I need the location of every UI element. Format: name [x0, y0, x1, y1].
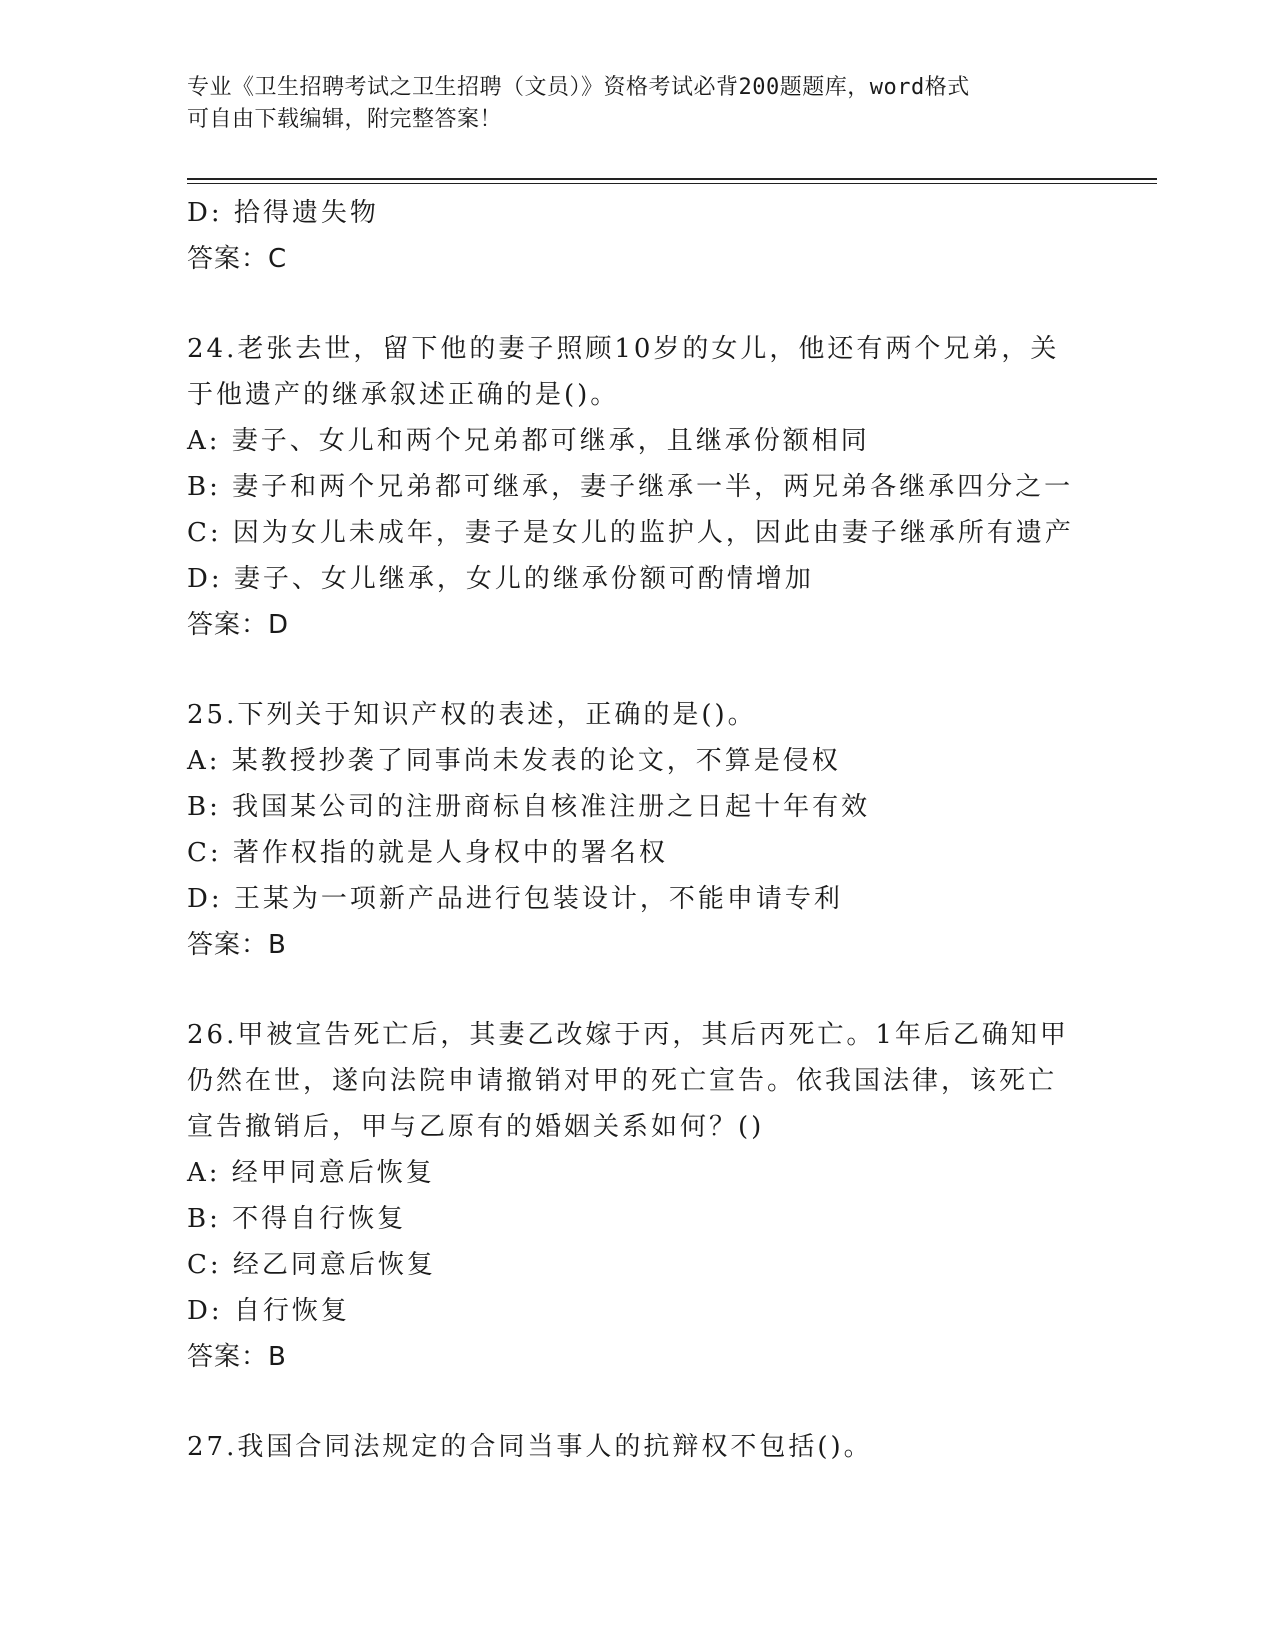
- q24-option-d: D: 妻子、女儿继承，女儿的继承份额可酌情增加: [187, 564, 814, 594]
- q25-option-b: B: 我国某公司的注册商标自核准注册之日起十年有效: [187, 792, 871, 822]
- q24-answer: 答案：D: [187, 610, 290, 640]
- q26-answer: 答案：B: [187, 1342, 287, 1372]
- header-divider-thin: [187, 183, 1157, 184]
- question-content: [187, 190, 1157, 1470]
- q27-text-line-1: 27.我国合同法规定的合同当事人的抗辩权不包括()。: [187, 1432, 873, 1462]
- q24-text-line-1: 24.老张去世，留下他的妻子照顾10岁的女儿，他还有两个兄弟，关: [187, 334, 1060, 364]
- q26-text-line-2: 仍然在世，遂向法院申请撤销对甲的死亡宣告。依我国法律，该死亡: [187, 1066, 1058, 1096]
- q25-option-d: D: 王某为一项新产品进行包装设计，不能申请专利: [187, 884, 843, 914]
- q26-option-d: D: 自行恢复: [187, 1296, 350, 1326]
- q24-option-b: B: 妻子和两个兄弟都可继承，妻子继承一半，两兄弟各继承四分之一: [187, 472, 1074, 502]
- q26-text-line-1: 26.甲被宣告死亡后，其妻乙改嫁于丙，其后丙死亡。1年后乙确知甲: [187, 1020, 1069, 1050]
- document-page: [187, 0, 1157, 1650]
- prev-answer: 答案：C: [187, 244, 288, 274]
- q24-option-a: A: 妻子、女儿和两个兄弟都可继承，且继承份额相同: [187, 426, 870, 456]
- q25-answer: 答案：B: [187, 930, 287, 960]
- header-divider-thick: [187, 178, 1157, 180]
- q26-option-c: C: 经乙同意后恢复: [187, 1250, 436, 1280]
- q26-option-a: A: 经甲同意后恢复: [187, 1158, 435, 1188]
- q24-text-line-2: 于他遗产的继承叙述正确的是()。: [187, 380, 620, 410]
- q26-option-b: B: 不得自行恢复: [187, 1204, 407, 1234]
- q25-text-line-1: 25.下列关于知识产权的表述，正确的是()。: [187, 700, 757, 730]
- q26-text-line-3: 宣告撤销后，甲与乙原有的婚姻关系如何？(): [187, 1112, 765, 1142]
- q24-option-c: C: 因为女儿未成年，妻子是女儿的监护人，因此由妻子继承所有遗产: [187, 518, 1074, 548]
- q25-option-c: C: 著作权指的就是人身权中的署名权: [187, 838, 668, 868]
- header-title-line-2: 可自由下载编辑，附完整答案！: [187, 107, 503, 132]
- prev-option-d: D: 拾得遗失物: [187, 198, 379, 228]
- q25-option-a: A: 某教授抄袭了同事尚未发表的论文，不算是侵权: [187, 746, 841, 776]
- header-title-line-1: 专业《卫生招聘考试之卫生招聘（文员）》资格考试必背200题题库，word格式: [187, 75, 970, 100]
- document-header: [187, 72, 1067, 136]
